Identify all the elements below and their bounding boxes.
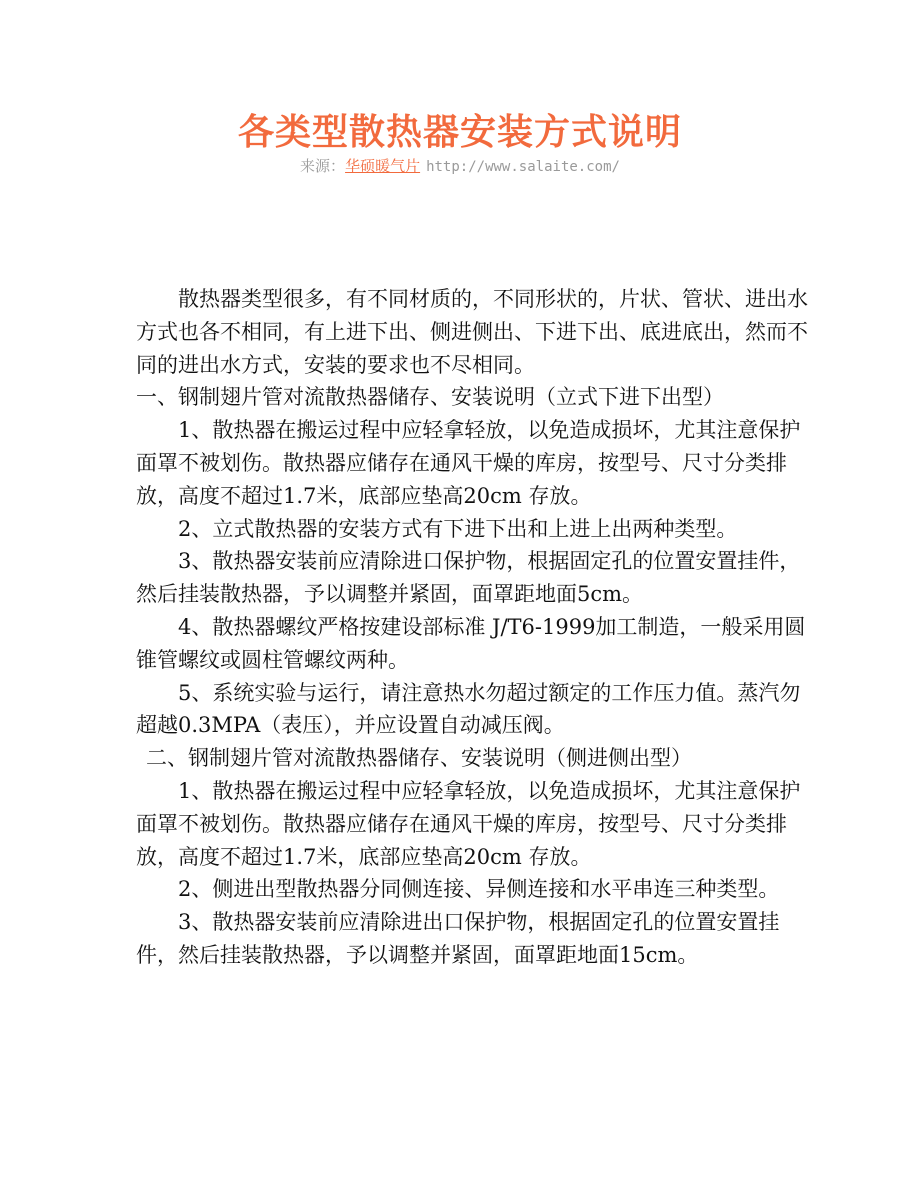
source-url: http://www.salaite.com/ (426, 159, 620, 175)
source-site-link[interactable]: 华硕暖气片 (345, 157, 421, 175)
section-heading-2: 二、钢制翅片管对流散热器储存、安装说明（侧进侧出型） (146, 746, 692, 771)
section1-item-2: 2、立式散热器的安装方式有下进下出和上进上出两种类型。 (178, 516, 738, 541)
section1-item-5: 5、系统实验与运行，请注意热水勿超过额定的工作压力值。蒸汽勿超越0.3MPA（表压），并应设置自动减压阀。 (136, 680, 801, 738)
intro-paragraph: 散热器类型很多，有不同材质的，不同形状的，片状、管状、进出水方式也各不相同，有上进下出、侧进侧出、下进下出、底进底出，然而不同的进出水方式，安装的要求也不尽相同。 (136, 287, 808, 377)
section2-item-3: 3、散热器安装前应清除进出口保护物，根据固定孔的位置安置挂件，然后挂装散热器，予以调整并紧固，面罩距地面15cm。 (136, 910, 780, 967)
section1-item-4: 4、散热器螺纹严格按建设部标准 J/T6-1999加工制造，一般采用圆锥管螺纹或圆柱管螺纹两种。 (136, 614, 806, 672)
source-line (0, 155, 920, 178)
section-heading-1: 一、钢制翅片管对流散热器储存、安装说明（立式下进下出型） (136, 385, 724, 410)
section1-item-3: 3、散热器安装前应清除进口保护物，根据固定孔的位置安置挂件，然后挂装散热器，予以调整并紧固，面罩距地面5cm。 (136, 549, 801, 607)
section2-item-1: 1、散热器在搬运过程中应轻拿轻放，以免造成损坏，尤其注意保护面罩不被划伤。散热器应储存在通风干燥的库房，按型号、尺寸分类排放，高度不超过1.7米，底部应垫高20cm 存放。 (136, 778, 801, 869)
document-body (136, 283, 816, 972)
section1-item-1: 1、散热器在搬运过程中应轻拿轻放，以免造成损坏，尤其注意保护面罩不被划伤。散热器应储存在通风干燥的库房，按型号、尺寸分类排放，高度不超过1.7米，底部应垫高20cm 存放。 (136, 418, 801, 508)
section2-item-2: 2、侧进出型散热器分同侧连接、异侧连接和水平串连三种类型。 (178, 877, 780, 902)
source-label: 来源： (300, 157, 346, 175)
document-title: 各类型散热器安装方式说明 (237, 111, 682, 153)
